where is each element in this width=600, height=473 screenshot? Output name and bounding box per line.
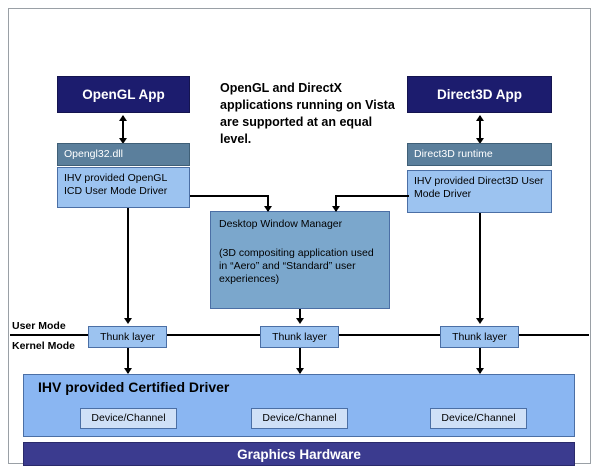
graphics-hardware-box: Graphics Hardware xyxy=(23,442,575,466)
direct3d-runtime-box: Direct3D runtime xyxy=(407,143,552,166)
opengl-to-thunk-line xyxy=(127,208,129,322)
opengl-to-dwm-line xyxy=(190,195,268,197)
dwm-body: (3D compositing application used in “Aero” and “Standard” user experiences) xyxy=(219,247,374,285)
dwm-title: Desktop Window Manager xyxy=(219,218,343,230)
direct3d-app-box: Direct3D App xyxy=(407,76,552,113)
direct3d-to-dwm-arrow-icon xyxy=(332,206,340,212)
direct3d-to-dwm-line xyxy=(335,195,409,197)
thunk-layer-left-box: Thunk layer xyxy=(88,326,167,348)
opengl-app-box: OpenGL App xyxy=(57,76,190,113)
user-mode-label: User Mode xyxy=(12,320,66,332)
direct3d-to-thunk-arrow-icon xyxy=(476,318,484,324)
ihv-opengl-icd-box: IHV provided OpenGL ICD User Mode Driver xyxy=(57,167,190,208)
direct3d-to-thunk-line xyxy=(479,213,481,322)
ihv-direct3d-umd-box: IHV provided Direct3D User Mode Driver xyxy=(407,170,552,213)
device-channel-center-box: Device/Channel xyxy=(251,408,348,429)
kernel-mode-label: Kernel Mode xyxy=(12,340,76,352)
dwm-to-thunk-arrow-icon xyxy=(296,318,304,324)
opengl-to-dwm-arrow-icon xyxy=(264,206,272,212)
ihv-certified-driver-box: IHV provided Certified Driver xyxy=(23,374,575,437)
device-channel-right-box: Device/Channel xyxy=(430,408,527,429)
thunk-layer-right-box: Thunk layer xyxy=(440,326,519,348)
opengl-to-thunk-arrow-icon xyxy=(124,318,132,324)
opengl-app-arrow-up-icon xyxy=(119,115,127,121)
desktop-window-manager-box xyxy=(210,211,390,309)
device-channel-left-box: Device/Channel xyxy=(80,408,177,429)
thunk-layer-center-box: Thunk layer xyxy=(260,326,339,348)
direct3d-app-arrow-up-icon xyxy=(476,115,484,121)
diagram-note: OpenGL and DirectX applications running on Vista are supported at an equal level. xyxy=(220,81,395,146)
opengl32-dll-box: Opengl32.dll xyxy=(57,143,190,166)
